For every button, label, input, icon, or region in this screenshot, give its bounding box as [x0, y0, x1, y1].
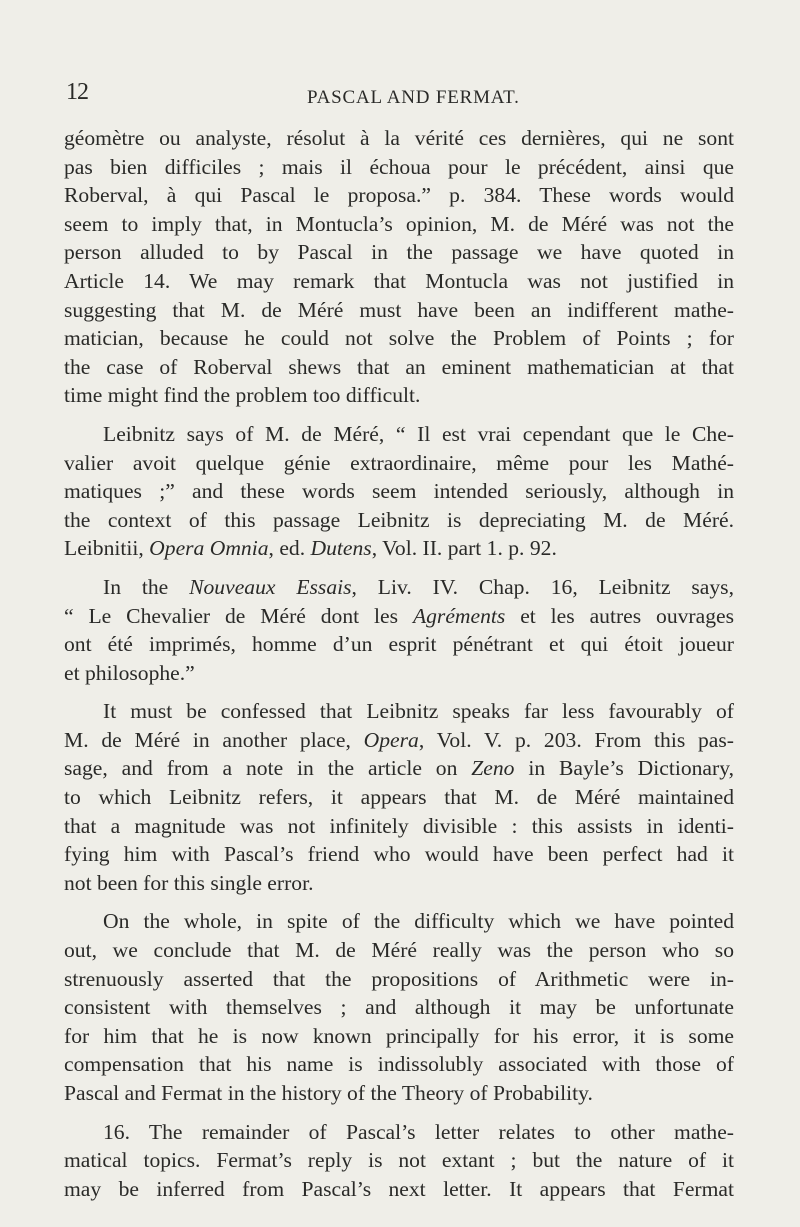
text-line: M. de Méré in another place, Opera, Vol. V. p. 203. From this pas-	[64, 727, 734, 752]
text-line: sage, and from a note in the article on Zeno in Bayle’s Dictionary,	[64, 756, 734, 781]
text-line: Pascal and Fermat in the history of the Theory of Probability.	[64, 1081, 593, 1105]
paragraph	[64, 907, 734, 1107]
text-line: matiques ;” and these words seem intended seriously, although in	[64, 479, 734, 504]
text-line: In the Nouveaux Essais, Liv. IV. Chap. 16, Leibnitz says,	[103, 574, 734, 599]
text-line: On the whole, in spite of the difficulty which we have pointed	[103, 909, 734, 934]
text-line: valier avoit quelque génie extraordinaire, même pour les Mathé-	[64, 450, 734, 475]
text-line: that a magnitude was not infinitely divisible : this assists in identi-	[64, 813, 734, 838]
paragraph	[64, 124, 734, 410]
text-line: et philosophe.”	[64, 660, 195, 685]
text-line: seem to imply that, in Montucla’s opinion, M. de Méré was not the	[64, 211, 734, 236]
text-line: Article 14. We may remark that Montucla was not justified in	[64, 268, 734, 293]
text-line: It must be confessed that Leibnitz speaks far less favourably of	[103, 699, 734, 724]
text-line: strenuously asserted that the propositions of Arithmetic were in-	[64, 966, 734, 991]
text-line: Leibnitz says of M. de Méré, “ Il est vrai cependant que le Che-	[103, 421, 734, 446]
text-line: “ Le Chevalier de Méré dont les Agréments et les autres ouvrages	[64, 603, 734, 628]
text-line: suggesting that M. de Méré must have been an indifferent mathe-	[64, 297, 734, 322]
paragraph	[64, 420, 734, 563]
text-line: person alluded to by Pascal in the passage we have quoted in	[64, 240, 734, 265]
text-line: 16. The remainder of Pascal’s letter relates to other mathe-	[103, 1119, 734, 1144]
text-line: fying him with Pascal’s friend who would have been perfect had it	[64, 842, 734, 867]
text-line: géomètre ou analyste, résolut à la vérité ces dernières, qui ne sont	[64, 126, 734, 150]
text-line: Roberval, à qui Pascal le proposa.” p. 384. These words would	[64, 183, 734, 208]
text-line: pas bien difficiles ; mais il échoua pour le précédent, ainsi que	[64, 154, 734, 179]
paragraph	[64, 697, 734, 897]
running-title: PASCAL AND FERMAT.	[307, 87, 520, 108]
text-line: matician, because he could not solve the Problem of Points ; for	[64, 326, 734, 351]
text-line: the case of Roberval shews that an eminent mathematician at that	[64, 354, 734, 379]
body-text	[64, 124, 734, 1203]
text-line: may be inferred from Pascal’s next letter. It appears that Fermat	[64, 1176, 734, 1201]
text-line: not been for this single error.	[64, 870, 314, 895]
paragraph	[64, 573, 734, 687]
text-line: out, we conclude that M. de Méré really was the person who so	[64, 938, 734, 963]
text-line: to which Leibnitz refers, it appears that M. de Méré maintained	[64, 785, 734, 810]
text-line: compensation that his name is indissolubly associated with those of	[64, 1052, 734, 1077]
text-line: Leibnitii, Opera Omnia, ed. Dutens, Vol. II. part 1. p. 92.	[64, 536, 557, 561]
text-line: consistent with themselves ; and although it may be unfortunate	[64, 995, 734, 1020]
page-number: 12	[66, 79, 88, 105]
text-line: the context of this passage Leibnitz is depreciating M. de Méré.	[64, 507, 734, 532]
paragraph	[64, 1118, 734, 1204]
text-line: for him that he is now known principally for his error, it is some	[64, 1023, 734, 1048]
text-line: ont été imprimés, homme d’un esprit pénétrant et qui étoit joueur	[64, 632, 734, 657]
text-line: time might find the problem too difficult.	[64, 383, 421, 408]
text-line: matical topics. Fermat’s reply is not extant ; but the nature of it	[64, 1148, 734, 1173]
